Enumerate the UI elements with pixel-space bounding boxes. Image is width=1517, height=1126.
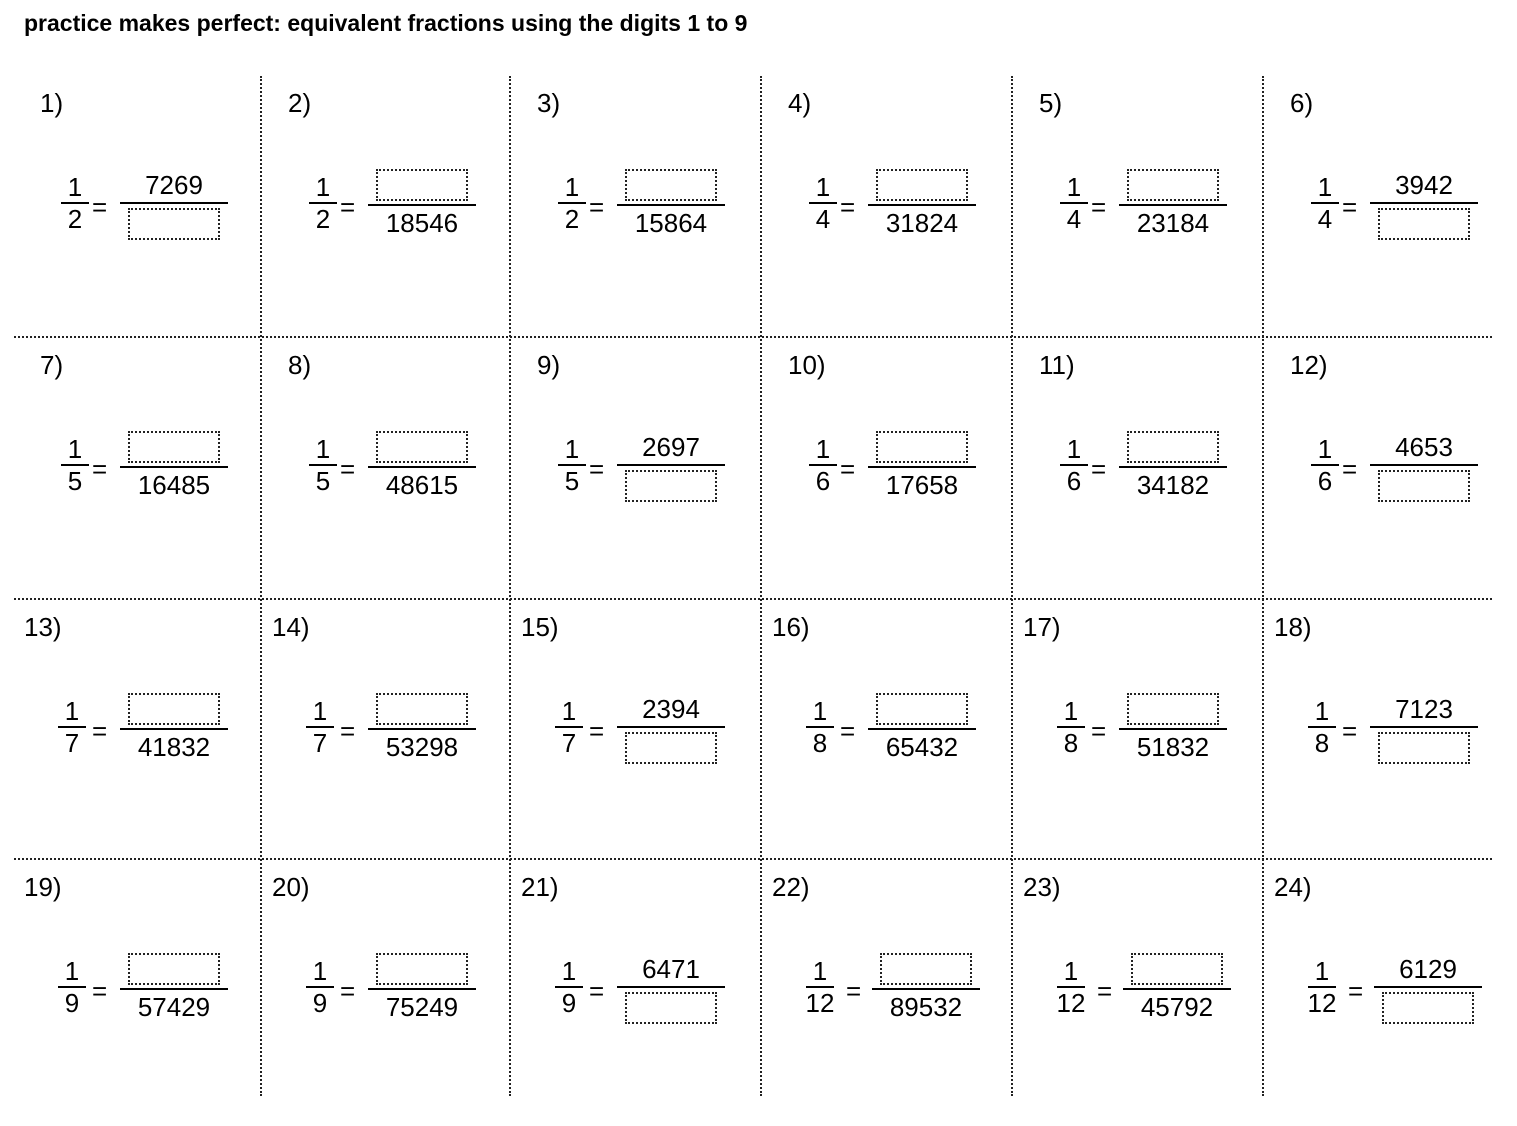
problem-cell bbox=[262, 860, 510, 1122]
problem-number: 8) bbox=[288, 350, 312, 380]
problem-cell bbox=[511, 76, 759, 338]
lhs-fraction bbox=[302, 956, 338, 1018]
lhs-fraction bbox=[305, 172, 341, 234]
rhs-fraction bbox=[118, 168, 230, 240]
lhs-denominator: 9 bbox=[312, 988, 328, 1018]
problem-number: 10) bbox=[788, 350, 826, 380]
answer-box-denominator[interactable] bbox=[1378, 732, 1470, 764]
lhs-numerator: 1 bbox=[67, 172, 83, 202]
lhs-fraction bbox=[805, 434, 841, 496]
problem-number: 11) bbox=[1039, 350, 1075, 380]
equals-sign: = bbox=[1091, 192, 1107, 222]
rhs-fraction bbox=[118, 952, 230, 1024]
lhs-numerator: 1 bbox=[561, 956, 577, 986]
rhs-fraction bbox=[1121, 952, 1233, 1024]
lhs-fraction bbox=[1307, 172, 1343, 234]
problem-number: 19) bbox=[24, 872, 62, 902]
lhs-denominator: 5 bbox=[564, 466, 580, 496]
problem-cell bbox=[762, 338, 1010, 600]
lhs-fraction bbox=[54, 956, 90, 1018]
lhs-fraction bbox=[1053, 956, 1089, 1018]
lhs-denominator: 4 bbox=[1066, 204, 1082, 234]
lhs-numerator: 1 bbox=[1314, 696, 1330, 726]
rhs-fraction bbox=[366, 430, 478, 502]
lhs-numerator: 1 bbox=[1317, 434, 1333, 464]
equals-sign: = bbox=[340, 192, 356, 222]
lhs-numerator: 1 bbox=[564, 172, 580, 202]
problem-cell bbox=[14, 600, 262, 862]
problem-number: 9) bbox=[537, 350, 561, 380]
problem-cell bbox=[262, 338, 510, 600]
rhs-numerator: 3942 bbox=[1395, 170, 1453, 200]
rhs-fraction bbox=[615, 692, 727, 764]
answer-box-numerator[interactable] bbox=[876, 169, 968, 201]
problem-cell bbox=[1264, 860, 1512, 1122]
lhs-fraction bbox=[802, 956, 838, 1018]
lhs-numerator: 1 bbox=[1063, 956, 1079, 986]
rhs-fraction bbox=[1368, 430, 1480, 502]
rhs-numerator: 7269 bbox=[145, 170, 203, 200]
lhs-denominator: 8 bbox=[812, 728, 828, 758]
rhs-numerator: 4653 bbox=[1395, 432, 1453, 462]
lhs-denominator: 7 bbox=[64, 728, 80, 758]
rhs-fraction bbox=[366, 952, 478, 1024]
rhs-numerator: 2394 bbox=[642, 694, 700, 724]
equals-sign: = bbox=[1342, 454, 1358, 484]
problem-number: 15) bbox=[521, 612, 559, 642]
lhs-denominator: 6 bbox=[1066, 466, 1082, 496]
problem-cell bbox=[511, 338, 759, 600]
problem-number: 18) bbox=[1274, 612, 1312, 642]
rhs-fraction bbox=[1368, 692, 1480, 764]
problem-cell bbox=[1264, 76, 1512, 338]
lhs-denominator: 8 bbox=[1063, 728, 1079, 758]
problem-cell bbox=[1013, 76, 1261, 338]
lhs-fraction bbox=[1056, 172, 1092, 234]
lhs-denominator: 5 bbox=[315, 466, 331, 496]
rhs-fraction bbox=[1368, 168, 1480, 240]
lhs-fraction bbox=[302, 696, 338, 758]
fraction-bar bbox=[120, 202, 228, 204]
problem-number: 16) bbox=[772, 612, 810, 642]
rhs-fraction bbox=[870, 952, 982, 1024]
rhs-fraction bbox=[866, 168, 978, 240]
problem-cell bbox=[511, 860, 759, 1122]
lhs-numerator: 1 bbox=[315, 434, 331, 464]
rhs-denominator: 51832 bbox=[1136, 732, 1210, 762]
lhs-denominator: 7 bbox=[312, 728, 328, 758]
problem-cell bbox=[762, 600, 1010, 862]
equals-sign: = bbox=[589, 454, 605, 484]
lhs-fraction bbox=[1307, 434, 1343, 496]
problem-number: 2) bbox=[288, 88, 312, 118]
equals-sign: = bbox=[1348, 976, 1364, 1006]
equals-sign: = bbox=[840, 716, 856, 746]
answer-box-denominator[interactable] bbox=[625, 992, 717, 1024]
rhs-fraction bbox=[866, 430, 978, 502]
answer-box-numerator[interactable] bbox=[1131, 953, 1223, 985]
lhs-numerator: 1 bbox=[312, 956, 328, 986]
answer-box-denominator[interactable] bbox=[625, 732, 717, 764]
problem-number: 12) bbox=[1290, 350, 1328, 380]
lhs-numerator: 1 bbox=[815, 434, 831, 464]
lhs-denominator: 2 bbox=[564, 204, 580, 234]
problem-number: 6) bbox=[1290, 88, 1314, 118]
rhs-numerator: 7123 bbox=[1395, 694, 1453, 724]
problem-cell bbox=[1013, 600, 1261, 862]
fraction-bar bbox=[1374, 986, 1482, 988]
fraction-bar bbox=[617, 464, 725, 466]
equals-sign: = bbox=[1097, 976, 1113, 1006]
answer-box-numerator[interactable] bbox=[1127, 169, 1219, 201]
lhs-numerator: 1 bbox=[67, 434, 83, 464]
problem-cell bbox=[14, 860, 262, 1122]
lhs-fraction bbox=[57, 434, 93, 496]
answer-box-denominator[interactable] bbox=[625, 470, 717, 502]
equals-sign: = bbox=[846, 976, 862, 1006]
lhs-denominator: 9 bbox=[561, 988, 577, 1018]
problem-cell bbox=[1264, 338, 1512, 600]
equals-sign: = bbox=[340, 454, 356, 484]
problem-number: 7) bbox=[40, 350, 64, 380]
rhs-denominator: 18546 bbox=[385, 208, 459, 238]
answer-box-denominator[interactable] bbox=[1382, 992, 1474, 1024]
rhs-denominator: 45792 bbox=[1140, 992, 1214, 1022]
rhs-fraction bbox=[366, 692, 478, 764]
rhs-denominator: 41832 bbox=[137, 732, 211, 762]
lhs-denominator: 12 bbox=[1056, 988, 1086, 1018]
problem-number: 24) bbox=[1274, 872, 1312, 902]
lhs-numerator: 1 bbox=[1063, 696, 1079, 726]
answer-box-numerator[interactable] bbox=[128, 693, 220, 725]
rhs-fraction bbox=[1372, 952, 1484, 1024]
rhs-fraction bbox=[615, 168, 727, 240]
lhs-denominator: 6 bbox=[1317, 466, 1333, 496]
equals-sign: = bbox=[92, 716, 108, 746]
problem-cell bbox=[762, 76, 1010, 338]
lhs-fraction bbox=[554, 434, 590, 496]
lhs-numerator: 1 bbox=[315, 172, 331, 202]
answer-box-numerator[interactable] bbox=[376, 169, 468, 201]
rhs-fraction bbox=[866, 692, 978, 764]
rhs-fraction bbox=[366, 168, 478, 240]
rhs-denominator: 31824 bbox=[885, 208, 959, 238]
problem-cell bbox=[262, 76, 510, 338]
answer-box-denominator[interactable] bbox=[1378, 208, 1470, 240]
answer-box-numerator[interactable] bbox=[376, 431, 468, 463]
answer-box-numerator[interactable] bbox=[376, 693, 468, 725]
rhs-fraction bbox=[615, 952, 727, 1024]
problem-number: 13) bbox=[24, 612, 62, 642]
lhs-numerator: 1 bbox=[812, 956, 828, 986]
rhs-numerator: 6129 bbox=[1399, 954, 1457, 984]
equals-sign: = bbox=[589, 976, 605, 1006]
problem-number: 23) bbox=[1023, 872, 1061, 902]
lhs-fraction bbox=[554, 172, 590, 234]
rhs-denominator: 53298 bbox=[385, 732, 459, 762]
rhs-denominator: 16485 bbox=[137, 470, 211, 500]
problem-cell bbox=[1013, 860, 1261, 1122]
equals-sign: = bbox=[1091, 716, 1107, 746]
problem-number: 22) bbox=[772, 872, 810, 902]
answer-box-numerator[interactable] bbox=[128, 431, 220, 463]
equals-sign: = bbox=[1091, 454, 1107, 484]
equals-sign: = bbox=[840, 454, 856, 484]
rhs-denominator: 75249 bbox=[385, 992, 459, 1022]
lhs-denominator: 4 bbox=[1317, 204, 1333, 234]
rhs-fraction bbox=[118, 692, 230, 764]
lhs-numerator: 1 bbox=[64, 696, 80, 726]
lhs-denominator: 5 bbox=[67, 466, 83, 496]
lhs-fraction bbox=[551, 956, 587, 1018]
fraction-bar bbox=[1370, 202, 1478, 204]
fraction-bar bbox=[1370, 464, 1478, 466]
lhs-numerator: 1 bbox=[561, 696, 577, 726]
problem-cell bbox=[762, 860, 1010, 1122]
lhs-fraction bbox=[805, 172, 841, 234]
lhs-denominator: 4 bbox=[815, 204, 831, 234]
answer-box-numerator[interactable] bbox=[1127, 431, 1219, 463]
lhs-numerator: 1 bbox=[815, 172, 831, 202]
lhs-denominator: 12 bbox=[805, 988, 835, 1018]
equals-sign: = bbox=[92, 976, 108, 1006]
lhs-numerator: 1 bbox=[564, 434, 580, 464]
rhs-fraction bbox=[1117, 168, 1229, 240]
rhs-denominator: 17658 bbox=[885, 470, 959, 500]
problem-cell bbox=[511, 600, 759, 862]
lhs-denominator: 7 bbox=[561, 728, 577, 758]
rhs-fraction bbox=[1117, 692, 1229, 764]
fraction-bar bbox=[617, 726, 725, 728]
lhs-denominator: 2 bbox=[67, 204, 83, 234]
problem-number: 5) bbox=[1039, 88, 1063, 118]
lhs-fraction bbox=[1304, 956, 1340, 1018]
lhs-fraction bbox=[802, 696, 838, 758]
problem-cell bbox=[14, 338, 262, 600]
answer-box-numerator[interactable] bbox=[876, 693, 968, 725]
answer-box-numerator[interactable] bbox=[625, 169, 717, 201]
fraction-bar bbox=[1370, 726, 1478, 728]
problem-cell bbox=[1013, 338, 1261, 600]
problem-number: 14) bbox=[272, 612, 310, 642]
lhs-fraction bbox=[551, 696, 587, 758]
problem-number: 17) bbox=[1023, 612, 1061, 642]
problem-cell bbox=[14, 76, 262, 338]
lhs-numerator: 1 bbox=[1066, 172, 1082, 202]
fraction-bar bbox=[617, 986, 725, 988]
equals-sign: = bbox=[1342, 716, 1358, 746]
answer-box-denominator[interactable] bbox=[1378, 470, 1470, 502]
problem-number: 3) bbox=[537, 88, 561, 118]
rhs-denominator: 89532 bbox=[889, 992, 963, 1022]
lhs-fraction bbox=[1053, 696, 1089, 758]
rhs-numerator: 2697 bbox=[642, 432, 700, 462]
lhs-fraction bbox=[1304, 696, 1340, 758]
lhs-numerator: 1 bbox=[1314, 956, 1330, 986]
answer-box-numerator[interactable] bbox=[876, 431, 968, 463]
answer-box-denominator[interactable] bbox=[128, 208, 220, 240]
problem-number: 4) bbox=[788, 88, 812, 118]
page-title: practice makes perfect: equivalent fractions using the digits 1 to 9 bbox=[24, 10, 748, 36]
rhs-denominator: 23184 bbox=[1136, 208, 1210, 238]
lhs-denominator: 2 bbox=[315, 204, 331, 234]
problem-number: 1) bbox=[40, 88, 64, 118]
rhs-numerator: 6471 bbox=[642, 954, 700, 984]
lhs-numerator: 1 bbox=[1066, 434, 1082, 464]
rhs-denominator: 34182 bbox=[1136, 470, 1210, 500]
problem-cell bbox=[262, 600, 510, 862]
rhs-denominator: 15864 bbox=[634, 208, 708, 238]
lhs-denominator: 6 bbox=[815, 466, 831, 496]
lhs-denominator: 9 bbox=[64, 988, 80, 1018]
problem-number: 20) bbox=[272, 872, 310, 902]
lhs-numerator: 1 bbox=[312, 696, 328, 726]
lhs-numerator: 1 bbox=[64, 956, 80, 986]
lhs-fraction bbox=[1056, 434, 1092, 496]
lhs-numerator: 1 bbox=[812, 696, 828, 726]
lhs-fraction bbox=[305, 434, 341, 496]
equals-sign: = bbox=[340, 976, 356, 1006]
answer-box-numerator[interactable] bbox=[880, 953, 972, 985]
lhs-numerator: 1 bbox=[1317, 172, 1333, 202]
answer-box-numerator[interactable] bbox=[1127, 693, 1219, 725]
rhs-fraction bbox=[118, 430, 230, 502]
rhs-fraction bbox=[615, 430, 727, 502]
lhs-denominator: 12 bbox=[1307, 988, 1337, 1018]
rhs-denominator: 48615 bbox=[385, 470, 459, 500]
lhs-denominator: 8 bbox=[1314, 728, 1330, 758]
equals-sign: = bbox=[589, 192, 605, 222]
rhs-fraction bbox=[1117, 430, 1229, 502]
rhs-denominator: 57429 bbox=[137, 992, 211, 1022]
answer-box-numerator[interactable] bbox=[128, 953, 220, 985]
equals-sign: = bbox=[92, 192, 108, 222]
equals-sign: = bbox=[840, 192, 856, 222]
lhs-fraction bbox=[57, 172, 93, 234]
rhs-denominator: 65432 bbox=[885, 732, 959, 762]
equals-sign: = bbox=[92, 454, 108, 484]
answer-box-numerator[interactable] bbox=[376, 953, 468, 985]
equals-sign: = bbox=[589, 716, 605, 746]
problem-cell bbox=[1264, 600, 1512, 862]
problem-number: 21) bbox=[521, 872, 559, 902]
equals-sign: = bbox=[340, 716, 356, 746]
equals-sign: = bbox=[1342, 192, 1358, 222]
lhs-fraction bbox=[54, 696, 90, 758]
